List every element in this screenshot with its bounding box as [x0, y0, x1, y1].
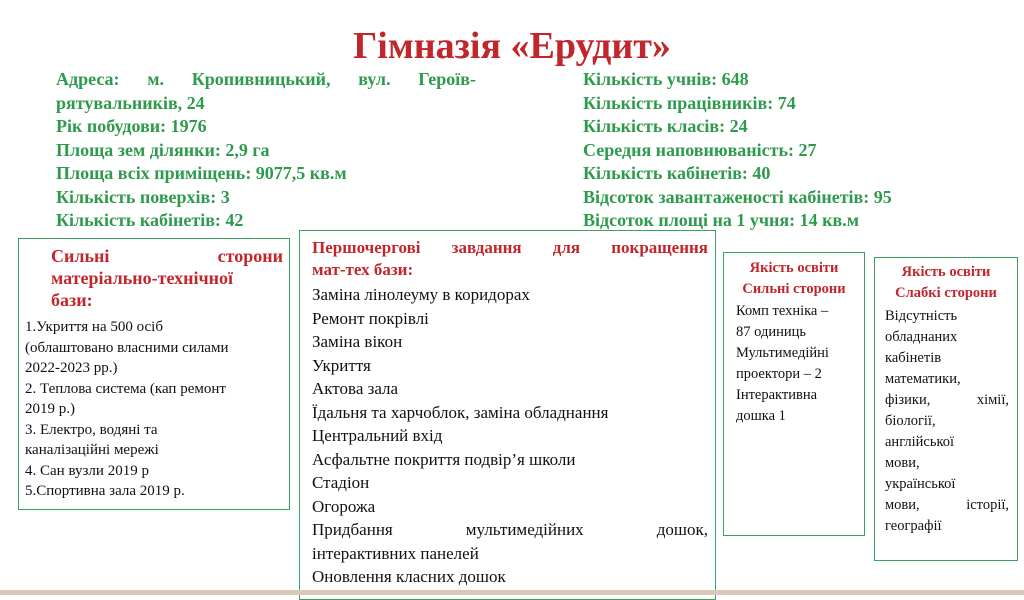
text-line: Інтерактивна: [736, 387, 818, 403]
strengths-box: [18, 238, 290, 510]
list-item: Асфальтне покриття подвір’я школи: [312, 449, 576, 469]
quality-heading-line: Сильні сторони: [742, 281, 846, 297]
school-info-left: [56, 68, 476, 233]
text-line: англійської: [885, 434, 955, 450]
list-item: Заміна лінолеуму в коридорах: [312, 285, 530, 304]
cabinets-count-2: Кількість кабінетів: 40: [583, 163, 771, 183]
page-title: Гімназія «Ерудит»: [353, 25, 671, 67]
classes-count: Кількість класів: 24: [583, 116, 748, 136]
list-item: Центральний вхід: [312, 426, 443, 445]
floors-count: Кількість поверхів: 3: [56, 186, 230, 207]
text-line: Мультимедійні: [736, 345, 829, 361]
text-line: мови, історії,: [885, 497, 1009, 513]
cabinet-load: Відсоток завантаженості кабінетів: 95: [583, 186, 892, 207]
build-year: Рік побудови: 1976: [56, 116, 207, 136]
list-item: Огорожа: [312, 496, 376, 516]
list-item: 2022-2023 рр.): [25, 360, 118, 376]
tasks-heading: [312, 237, 708, 281]
address-line-2: рятувальників, 24: [56, 92, 205, 113]
list-item: Укриття: [312, 355, 371, 375]
land-area: Площа зем ділянки: 2,9 га: [56, 139, 270, 160]
staff-count: Кількість працівників: 74: [583, 92, 796, 113]
tasks-heading-line: Першочергові завдання для покращення: [312, 238, 708, 257]
list-item: 4. Сан вузли 2019 р: [25, 462, 149, 479]
text-line: Відсутність: [885, 308, 958, 324]
strengths-heading-line: Сильні сторони: [51, 246, 283, 266]
list-item: Оновлення класних дошок: [312, 567, 506, 586]
list-item: 1.Укриття на 500 осіб: [25, 319, 163, 335]
quality-strengths-text: [736, 301, 858, 427]
list-item: Заміна вікон: [312, 332, 403, 351]
tasks-box: [299, 230, 716, 600]
list-item: 5.Спортивна зала 2019 р.: [25, 483, 185, 499]
list-item: Актова зала: [312, 379, 399, 398]
school-info-right: [583, 68, 1013, 233]
tasks-list: [312, 283, 708, 589]
quality-heading-line: Якість освіти: [749, 260, 839, 276]
quality-heading-line: Слабкі сторони: [895, 285, 997, 301]
list-item: Придбання мультимедійних дошок,: [312, 520, 708, 539]
strengths-heading-line: матеріально-технічної: [51, 268, 234, 288]
premises-area: Площа всіх приміщень: 9077,5 кв.м: [56, 163, 347, 183]
quality-weaknesses-box: [874, 257, 1018, 561]
cabinets-count: Кількість кабінетів: 42: [56, 210, 244, 230]
text-line: біології,: [885, 413, 936, 429]
text-line: фізики, хімії,: [885, 392, 1009, 408]
quality-strengths-box: [723, 252, 865, 536]
list-item: Стадіон: [312, 473, 370, 492]
text-line: обладнаних: [885, 329, 958, 345]
quality-strengths-heading: [724, 258, 864, 300]
area-per-student: Відсоток площі на 1 учня: 14 кв.м: [583, 210, 859, 230]
text-line: мови,: [885, 455, 920, 471]
text-line: математики,: [885, 371, 961, 387]
text-line: Комп техніка –: [736, 303, 829, 319]
text-line: кабінетів: [885, 350, 942, 366]
list-item: 3. Електро, водяні та: [25, 421, 158, 438]
quality-weaknesses-text: [885, 306, 1009, 537]
text-line: української: [885, 476, 956, 492]
students-count: Кількість учнів: 648: [583, 69, 749, 89]
list-item: Ремонт покрівлі: [312, 308, 429, 328]
list-item: (облаштовано власними силами: [25, 339, 229, 356]
bottom-divider: [0, 590, 1024, 595]
address-line-1: Адреса: м. Кропивницький, вул. Героїв-: [56, 69, 476, 89]
list-item: інтерактивних панелей: [312, 543, 479, 563]
strengths-list: [25, 317, 287, 502]
text-line: проектори – 2: [736, 366, 822, 382]
average-fill: Середня наповнюваність: 27: [583, 139, 817, 160]
text-line: географії: [885, 518, 942, 534]
tasks-heading-line: мат-тех бази:: [312, 260, 414, 279]
strengths-heading-line: бази:: [51, 290, 93, 310]
list-item: каналізаційні мережі: [25, 442, 159, 458]
quality-weaknesses-heading: [875, 262, 1017, 304]
list-item: 2019 р.): [25, 401, 75, 417]
quality-heading-line: Якість освіти: [901, 264, 991, 280]
list-item: Їдальня та харчоблок, заміна обладнання: [312, 402, 609, 422]
list-item: 2. Теплова система (кап ремонт: [25, 380, 226, 397]
text-line: дошка 1: [736, 408, 786, 424]
strengths-heading: [51, 245, 283, 311]
text-line: 87 одиниць: [736, 324, 806, 340]
